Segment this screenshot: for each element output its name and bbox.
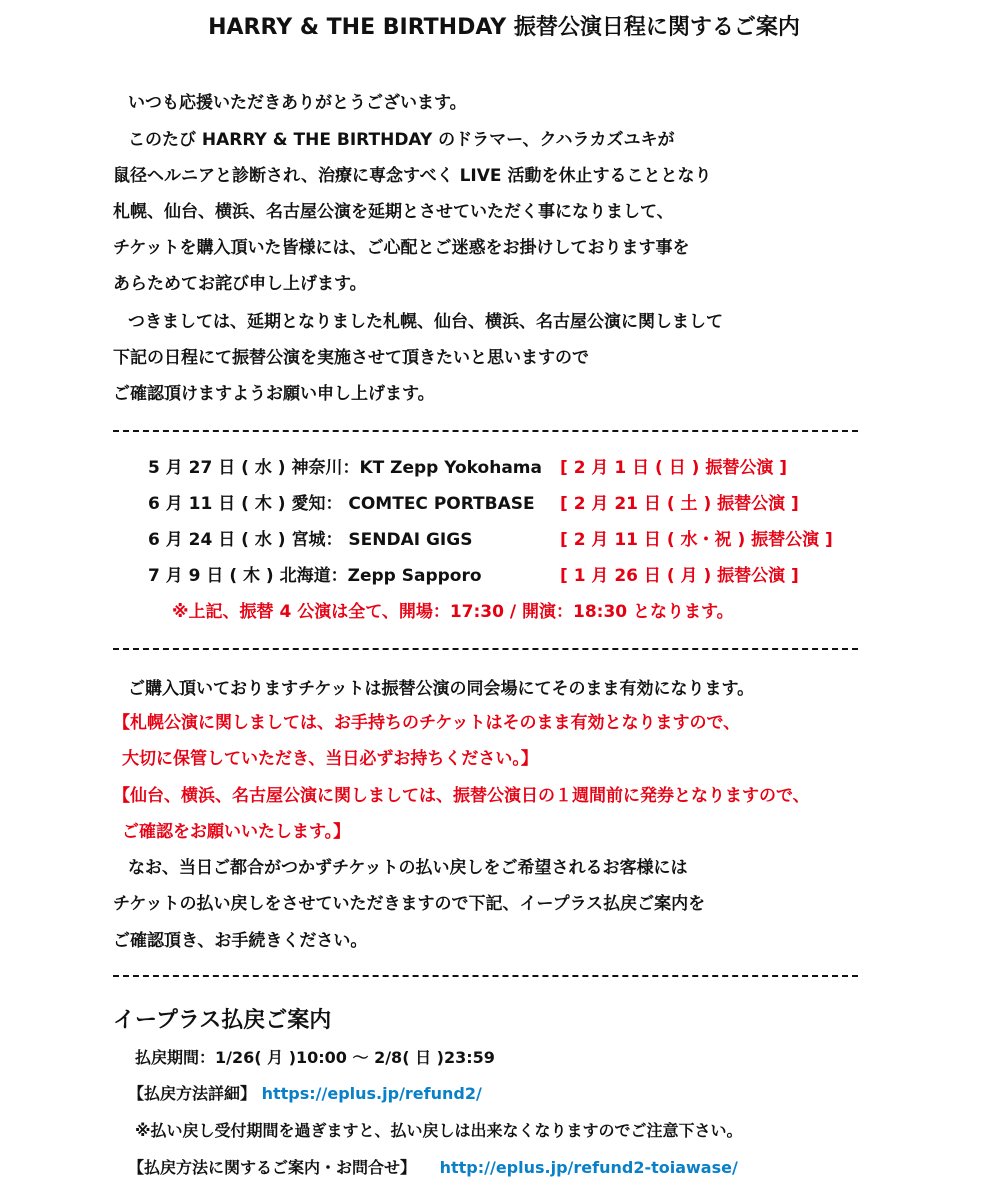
schedule-date: 7 月 9 日 ( 木 ) 北海道：Zepp Sapporo <box>148 566 482 586</box>
schedule-date: 6 月 11 日 ( 木 ) 愛知： COMTEC PORTBASE <box>148 494 535 514</box>
schedule-date: 5 月 27 日 ( 水 ) 神奈川：KT Zepp Yokohama <box>148 458 542 478</box>
intro-line: チケットを購入頂いた皆様には、ご心配とご迷惑をお掛けしております事を <box>113 238 690 258</box>
page-title: HARRY & THE BIRTHDAY 振替公演日程に関するご案内 <box>208 15 800 40</box>
body-line: ご購入頂いておりますチケットは振替公演の同会場にてそのまま有効になります。 <box>128 679 755 699</box>
body-line: なお、当日ご都合がつかずチケットの払い戻しをご希望されるお客様には <box>128 858 688 878</box>
schedule-makeup: [ 2 月 1 日 ( 日 ) 振替公演 ] <box>560 458 788 478</box>
refund-inquiry-label: 【払戻方法に関するご案内・お問合せ】 <box>128 1158 417 1177</box>
body-line: チケットの払い戻しをさせていただきますので下記、イープラス払戻ご案内を <box>113 894 706 914</box>
schedule-makeup: [ 1 月 26 日 ( 月 ) 振替公演 ] <box>560 566 799 586</box>
refund-heading: イープラス払戻ご案内 <box>113 1008 332 1033</box>
refund-period: 払戻期間：1/26( 月 )10:00 ～ 2/8( 日 )23:59 <box>135 1048 495 1067</box>
intro-line: ご確認頂けますようお願い申し上げます。 <box>113 384 435 404</box>
body-line: ご確認頂き、お手続きください。 <box>113 931 368 951</box>
red-notice-line: 【札幌公演に関しましては、お手持ちのチケットはそのまま有効となりますので、 <box>113 713 741 733</box>
schedule-date: 6 月 24 日 ( 水 ) 宮城： SENDAI GIGS <box>148 530 473 550</box>
refund-warning: ※払い戻し受付期間を過ぎますと、払い戻しは出来なくなりますのでご注意下さい。 <box>135 1121 743 1140</box>
divider <box>113 430 858 432</box>
intro-line: 下記の日程にて振替公演を実施させて頂きたいと思いますので <box>113 348 589 368</box>
refund-inquiry-link[interactable]: http://eplus.jp/refund2-toiawase/ <box>439 1158 738 1177</box>
red-notice-line: 【仙台、横浜、名古屋公演に関しましては、振替公演日の１週間前に発券となりますので、 <box>113 786 810 806</box>
schedule-makeup: [ 2 月 11 日 ( 水・祝 ) 振替公演 ] <box>560 530 833 550</box>
divider <box>113 648 858 650</box>
schedule-makeup: [ 2 月 21 日 ( 土 ) 振替公演 ] <box>560 494 799 514</box>
divider <box>113 975 858 977</box>
red-notice-line: ご確認をお願いいたします。】 <box>122 822 351 842</box>
intro-line: 札幌、仙台、横浜、名古屋公演を延期とさせていただく事になりまして、 <box>113 202 674 222</box>
intro-line: 鼠径ヘルニアと診断され、治療に専念すべく LIVE 活動を休止することとなり <box>113 166 712 186</box>
red-notice-line: 大切に保管していただき、当日必ずお持ちください。】 <box>122 749 538 769</box>
intro-line: あらためてお詫び申し上げます。 <box>113 274 367 294</box>
intro-line: このたび HARRY & THE BIRTHDAY のドラマー、クハラカズユキが <box>128 130 675 150</box>
refund-detail-row <box>128 1081 482 1107</box>
intro-line: つきましては、延期となりました札幌、仙台、横浜、名古屋公演に関しまして <box>128 312 723 332</box>
schedule-note: ※上記、振替 4 公演は全て、開場：17:30 / 開演：18:30 となります。 <box>172 602 734 622</box>
intro-line: いつも応援いただきありがとうございます。 <box>128 93 467 113</box>
refund-detail-label: 【払戻方法詳細】 <box>128 1084 257 1103</box>
refund-inquiry-row <box>128 1155 738 1181</box>
refund-detail-link[interactable]: https://eplus.jp/refund2/ <box>261 1084 482 1103</box>
